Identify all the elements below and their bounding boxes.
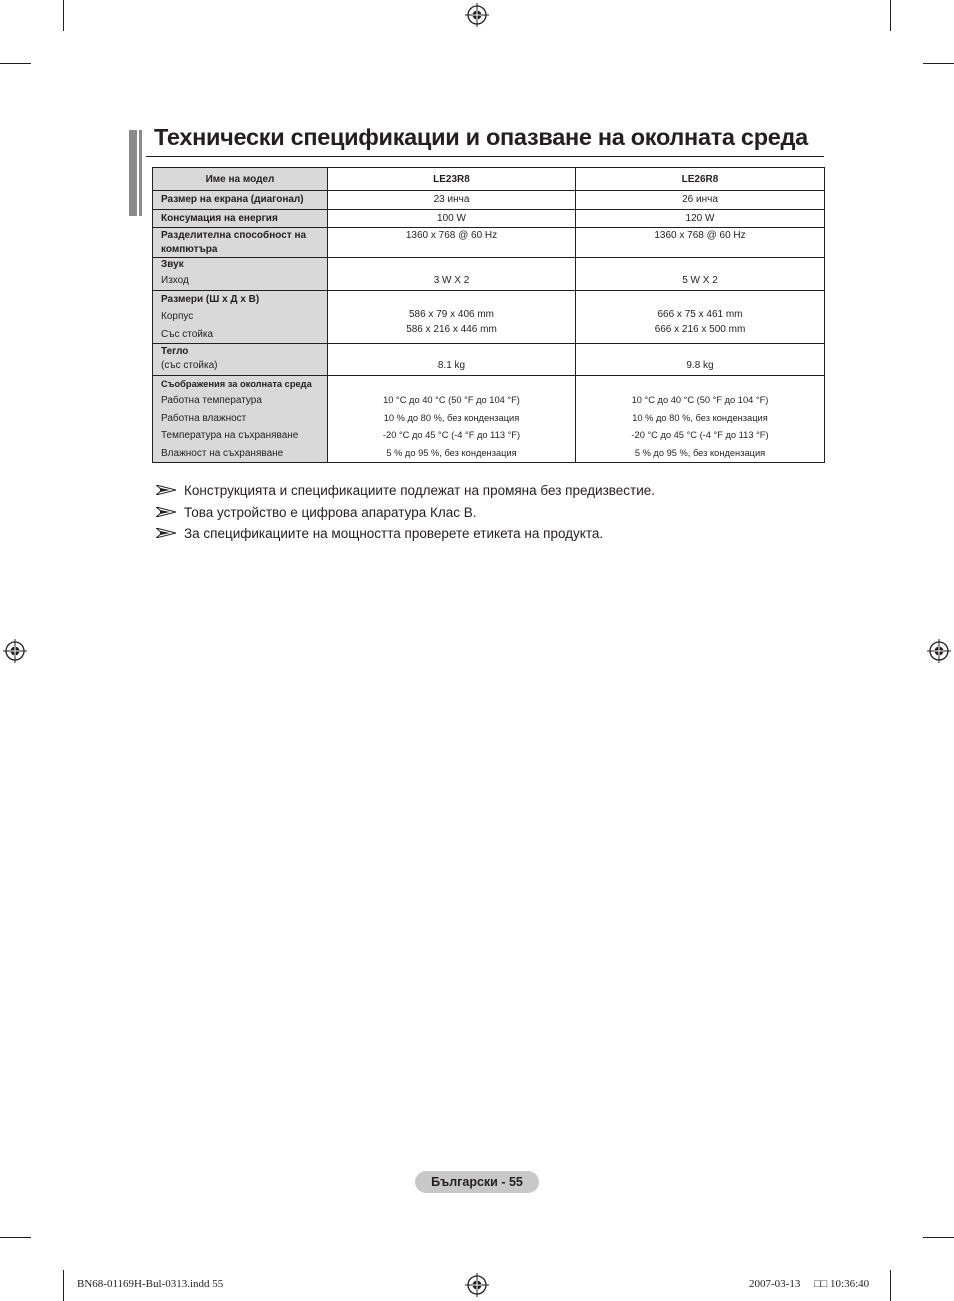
row-label: Изход — [161, 275, 189, 286]
crop-mark — [63, 1270, 64, 1301]
slug-date: 2007-03-13 — [749, 1278, 801, 1290]
cell-value: 586 x 79 x 406 mm — [408, 308, 495, 320]
header-model-2: LE26R8 — [576, 168, 825, 191]
row-heading: Съображения за околната среда — [161, 379, 312, 389]
cell-value: 100 W — [437, 212, 466, 224]
page-number-badge: Български - 55 — [415, 1171, 539, 1193]
registration-mark-icon — [465, 1273, 489, 1297]
row-heading: Тегло — [161, 346, 189, 357]
cell-value: 586 x 216 x 446 mm — [406, 323, 497, 335]
row-heading: Звук — [161, 259, 184, 270]
arrow-icon — [156, 528, 176, 538]
crop-mark — [890, 1270, 891, 1301]
table-row — [153, 258, 825, 291]
crop-mark — [0, 1237, 31, 1238]
spec-table — [152, 167, 825, 463]
cell-value: 8.1 kg — [437, 360, 466, 371]
row-label: компютъра — [161, 244, 218, 255]
row-label: Със стойка — [161, 328, 214, 340]
cell-value: 5 W X 2 — [682, 275, 718, 286]
registration-mark-icon — [465, 3, 489, 27]
cell-value: 10 % до 80 %, без кондензация — [383, 412, 520, 423]
table-row — [153, 191, 825, 210]
note-text: Конструкцията и спецификациите подлежат на промяна без предизвестие. — [184, 483, 656, 498]
row-label: (със стойка) — [161, 360, 218, 371]
row-label: Работна влажност — [161, 412, 247, 424]
cell-value: 26 инча — [682, 194, 718, 205]
cell-value: -20 °C до 45 °C (-4 °F до 113 °F) — [382, 430, 521, 440]
cell-value: -20 °C до 45 °C (-4 °F до 113 °F) — [631, 430, 769, 440]
table-row — [153, 344, 825, 376]
crop-mark — [923, 1237, 954, 1238]
header-model-label: Име на модел — [153, 168, 328, 191]
crop-mark — [923, 63, 954, 64]
row-label: Работна температура — [161, 395, 262, 406]
table-row — [153, 290, 825, 344]
table-row — [153, 376, 825, 463]
cell-value: 5 % до 95 %, без кондензация — [386, 447, 517, 458]
title-underline — [146, 156, 824, 157]
cell-value: 120 W — [685, 212, 715, 224]
page-title: Технически спецификации и опазване на околната среда — [154, 124, 808, 150]
arrow-icon — [156, 507, 176, 517]
row-label: Влажност на съхраняване — [161, 447, 284, 459]
row-label: Корпус — [161, 311, 194, 322]
note-text: Това устройство е цифрова апаратура Клас B. — [184, 504, 477, 520]
crop-mark — [63, 0, 64, 31]
cell-value: 5 % до 95 %, без кондензация — [634, 447, 766, 458]
note-text: За спецификациите на мощността проверете етикета на продукта. — [184, 526, 604, 541]
cell-value: 666 x 75 x 461 mm — [657, 308, 743, 320]
cell-value: 10 °C до 40 °C (50 °F до 104 °F) — [383, 395, 520, 405]
notes-list — [156, 480, 836, 545]
row-label: Размер на екрана (диагонал) — [161, 194, 304, 205]
crop-mark — [890, 0, 891, 31]
table-row — [153, 228, 825, 258]
cell-value: 9.8 kg — [686, 360, 714, 371]
row-label: Температура на съхраняване — [161, 430, 299, 441]
file-slug: BN68-01169H-Bul-0313.indd 55 — [77, 1278, 224, 1290]
row-heading: Размери (Ш x Д x В) — [161, 293, 260, 305]
row-label: Консумация на енергия — [161, 212, 278, 224]
cell-value: 1360 x 768 @ 60 Hz — [654, 230, 746, 241]
cell-value: 23 инча — [433, 194, 470, 205]
row-label: Разделителна способност на — [161, 230, 307, 241]
header-model-1: LE23R8 — [328, 168, 576, 191]
note-item — [156, 523, 836, 545]
registration-mark-icon — [927, 639, 951, 663]
cell-value: 10 % до 80 %, без кондензация — [632, 412, 768, 423]
cell-value: 1360 x 768 @ 60 Hz — [405, 230, 498, 241]
slug-time: □□ 10:36:40 — [814, 1278, 870, 1290]
crop-mark — [0, 63, 31, 64]
cell-value: 666 x 216 x 500 mm — [654, 323, 746, 335]
cell-value: 10 °C до 40 °C (50 °F до 104 °F) — [631, 395, 769, 405]
note-item — [156, 480, 836, 502]
note-item — [156, 502, 836, 524]
table-row — [153, 209, 825, 228]
title-accent-bar — [129, 130, 143, 216]
table-header-row — [153, 168, 825, 191]
registration-mark-icon — [3, 639, 27, 663]
cell-value: 3 W X 2 — [433, 275, 470, 286]
arrow-icon — [156, 485, 176, 495]
